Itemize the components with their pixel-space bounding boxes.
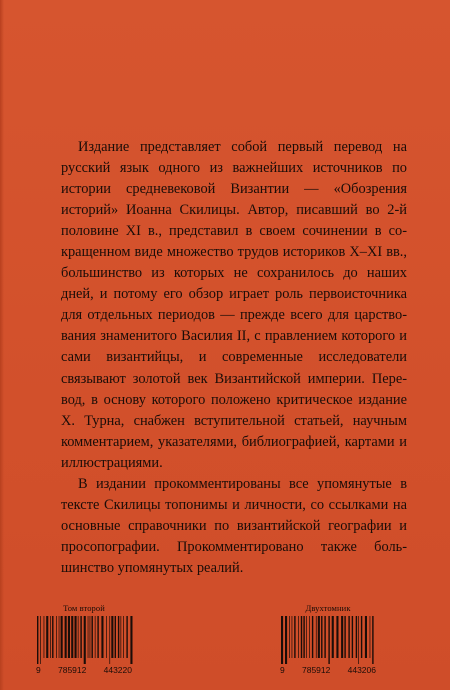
barcode-bar xyxy=(75,616,77,658)
barcode-bar xyxy=(285,616,287,664)
barcode-bars xyxy=(35,616,133,664)
barcode-bar xyxy=(352,616,353,658)
annotation-paragraph: Издание представляет собой первый перевод на русский язык одного из важнейших источников по истории средневековой Византии — «Обозрения историй» Иоанна Скилицы. Автор, писавший во 2-й половине XI в., представил в своем сочинении в сокращенном виде множество трудов историков X–XI вв., большинство из которых не сохранилось до наших дней, и потому его обзор играет роль первоисточника для отдельных периодов — прежде всего для царствования знаменитого Василия II, с правлением которого и сами византийцы, и современные исследователи связывают золотой век Византийской империи. Перевод, в основу которого положено критическое издание Х. Турна, снабжен вступительной статьей, научным комментарием, указателями, библиографией, картами и иллюстрациями. xyxy=(61,139,407,471)
barcode-bar xyxy=(298,616,299,658)
barcode-bar xyxy=(101,616,103,658)
barcode-bar xyxy=(50,616,51,658)
barcode-bar xyxy=(78,616,79,658)
barcode-bar xyxy=(106,616,107,658)
barcode-bars xyxy=(279,616,377,664)
barcode-bar xyxy=(301,616,302,658)
barcode-bar xyxy=(328,616,329,664)
barcode-label: Двухтомник xyxy=(305,603,351,613)
barcode-bar xyxy=(309,616,310,658)
barcode-bar xyxy=(92,616,93,658)
barcode-digit-group: 443220 xyxy=(103,665,132,675)
barcode-bar xyxy=(294,616,295,658)
barcode-bar xyxy=(44,616,45,658)
barcode-bar xyxy=(356,616,357,658)
barcode-bar xyxy=(52,616,53,658)
barcode-bar xyxy=(121,616,122,658)
barcode-bar xyxy=(332,616,334,658)
barcode-bar xyxy=(348,616,349,658)
barcode-bar xyxy=(361,616,362,658)
barcode-bar xyxy=(292,616,293,658)
barcode-bar xyxy=(40,616,41,664)
annotation-text xyxy=(61,137,407,579)
barcode-bar xyxy=(123,616,124,658)
cover-edge-shadow xyxy=(0,0,4,690)
barcode-digit-group: 443206 xyxy=(347,665,376,675)
barcode-bar xyxy=(303,616,304,658)
barcode-bar xyxy=(68,616,70,658)
barcode-bar xyxy=(358,616,359,664)
barcode-bar xyxy=(97,616,98,658)
barcode-digit-group: 785912 xyxy=(57,665,87,675)
barcode-bar xyxy=(281,616,283,664)
barcode-bar xyxy=(109,616,110,664)
barcode-bar xyxy=(88,616,89,658)
barcode-bar xyxy=(130,616,132,664)
barcode-bar xyxy=(312,616,313,658)
barcode-volume-two xyxy=(35,603,133,675)
barcode-bar xyxy=(56,616,57,658)
barcode-bar xyxy=(324,616,325,658)
barcode-bar xyxy=(126,616,127,658)
barcode-bar xyxy=(65,616,67,658)
barcode-bar xyxy=(61,616,63,658)
barcode-bar xyxy=(341,616,343,658)
barcode-bar xyxy=(365,616,367,658)
barcode-bar xyxy=(370,616,371,658)
barcode-bar xyxy=(289,616,290,658)
barcode-bar xyxy=(84,616,86,664)
barcode-bar xyxy=(344,616,345,658)
barcode-two-volume-set xyxy=(279,603,377,675)
barcode-bar xyxy=(95,616,96,658)
barcode-bar xyxy=(318,616,320,658)
barcode-bar xyxy=(37,616,38,664)
barcode-number xyxy=(279,665,377,675)
barcode-bar xyxy=(336,616,338,658)
barcode-bar xyxy=(90,616,91,658)
barcode-bar xyxy=(115,616,116,658)
barcode-number xyxy=(35,665,133,675)
barcode-digit-group: 9 xyxy=(280,665,285,675)
barcode-bar xyxy=(321,616,322,658)
barcode-bar xyxy=(46,616,48,658)
barcode-bar xyxy=(111,616,113,658)
barcode-bar xyxy=(306,616,307,658)
barcode-label: Том второй xyxy=(63,603,105,613)
annotation-paragraph: В издании прокомментированы все упомянутые в тексте Скилицы топонимы и личности, со ссылками на основные справочники по византийской географии и просопографии. Прокомментировано также большинство упомянутых реалий. xyxy=(61,475,407,576)
barcode-bar xyxy=(80,616,81,658)
barcode-digit-group: 9 xyxy=(36,665,41,675)
barcode-bar xyxy=(59,616,60,658)
barcode-bar xyxy=(316,616,317,658)
barcode-digit-group: 785912 xyxy=(301,665,331,675)
barcode-bar xyxy=(71,616,73,658)
barcode-bar xyxy=(118,616,119,658)
barcode-bar xyxy=(372,616,373,664)
